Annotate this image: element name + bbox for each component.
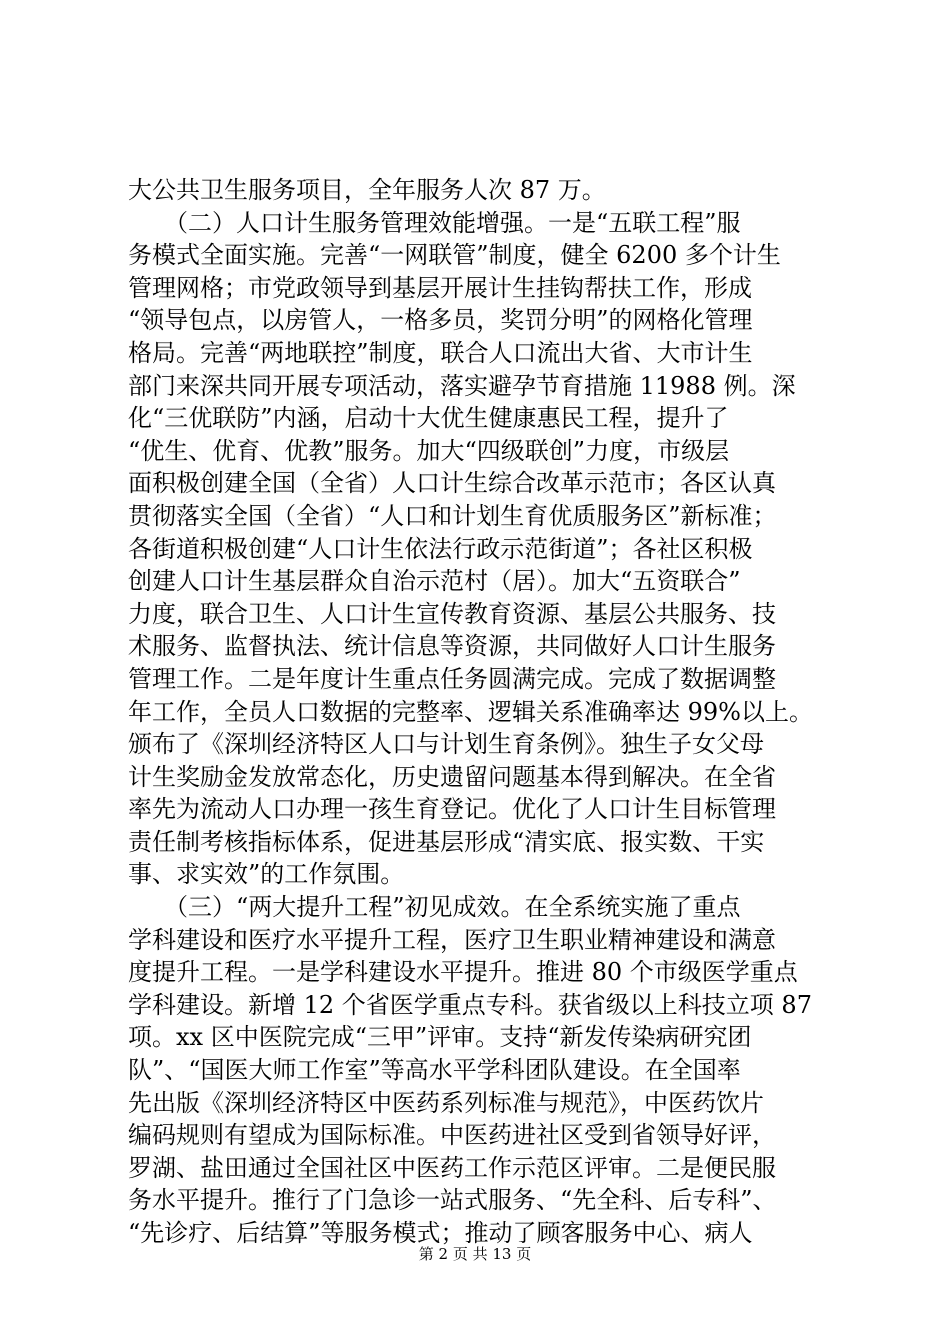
text-line: 大公共卫生服务项目，全年服务人次 87 万。 <box>128 176 606 204</box>
text-line: （三）“两大提升工程”初见成效。在全系统实施了重点 <box>128 893 741 922</box>
text-line: 务模式全面实施。完善“一网联管”制度，健全 6200 多个计生 <box>128 241 781 270</box>
text-line: 部门来深共同开展专项活动，落实避孕节育措施 11988 例。深 <box>128 371 796 400</box>
text-line: （二）人口计生服务管理效能增强。一是“五联工程”服 <box>128 208 741 237</box>
text-line: 务水平提升。推行了门急诊一站式服务、“先全科、后专科”、 <box>128 1186 777 1215</box>
text-line: 度提升工程。一是学科建设水平提升。推进 80 个市级医学重点 <box>128 958 798 987</box>
text-line: 学科建设。新增 12 个省医学重点专科。获省级以上科技立项 87 <box>128 990 812 1019</box>
text-line: 项。xx 区中医院完成“三甲”评审。支持“新发传染病研究团 <box>128 1023 752 1052</box>
body-text <box>128 174 834 1250</box>
text-line: 力度，联合卫生、人口计生宣传教育资源、基层公共服务、技 <box>128 599 776 628</box>
text-line: “先诊疗、后结算”等服务模式；推动了顾客服务中心、病人 <box>128 1219 753 1247</box>
text-line: 年工作，全员人口数据的完整率、逻辑关系准确率达 99%以上。 <box>128 697 813 726</box>
text-line: 率先为流动人口办理一孩生育登记。优化了人口计生目标管理 <box>128 795 776 824</box>
text-line: 管理工作。二是年度计生重点任务圆满完成。完成了数据调整 <box>128 664 776 693</box>
page-footer <box>0 1244 950 1264</box>
text-line: 管理网格；市党政领导到基层开展计生挂钩帮扶工作，形成 <box>128 273 752 302</box>
text-line: 计生奖励金发放常态化，历史遗留问题基本得到解决。在全省 <box>128 762 776 791</box>
text-line: 编码规则有望成为国际标准。中医药进社区受到省领导好评， <box>128 1121 776 1150</box>
text-line: 格局。完善“两地联控”制度，联合人口流出大省、大市计生 <box>128 338 753 367</box>
text-line: 创建人口计生基层群众自治示范村（居）。加大“五资联合” <box>128 567 741 596</box>
text-line: 先出版《深圳经济特区中医药系列标准与规范》，中医药饮片 <box>128 1088 764 1117</box>
text-line: 面积极创建全国（全省）人口计生综合改革示范市；各区认真 <box>128 469 776 498</box>
text-line: 罗湖、盐田通过全国社区中医药工作示范区评审。二是便民服 <box>128 1153 776 1182</box>
page-number: 第 2 页 共 13 页 <box>418 1245 532 1263</box>
text-line: 各街道积极创建“人口计生依法行政示范街道”；各社区积极 <box>128 534 753 563</box>
text-line: 术服务、监督执法、统计信息等资源，共同做好人口计生服务 <box>128 632 776 661</box>
text-line: 学科建设和医疗水平提升工程，医疗卫生职业精神建设和满意 <box>128 925 776 954</box>
text-line: 贯彻落实全国（全省）“人口和计划生育优质服务区”新标准； <box>128 501 777 530</box>
text-line: 责任制考核指标体系，促进基层形成“清实底、报实数、干实 <box>128 827 765 856</box>
text-line: “优生、优育、优教”服务。加大“四级联创”力度，市级层 <box>128 436 730 465</box>
text-line: 颁布了《深圳经济特区人口与计划生育条例》。独生子女父母 <box>128 730 764 759</box>
text-line: 化“三优联防”内涵，启动十大优生健康惠民工程，提升了 <box>128 404 729 433</box>
text-line: 事、求实效”的工作氛围。 <box>128 860 405 889</box>
text-line: 队”、“国医大师工作室”等高水平学科团队建设。在全国率 <box>128 1056 741 1085</box>
text-line: “领导包点，以房管人，一格多员，奖罚分明”的网格化管理 <box>128 306 753 335</box>
